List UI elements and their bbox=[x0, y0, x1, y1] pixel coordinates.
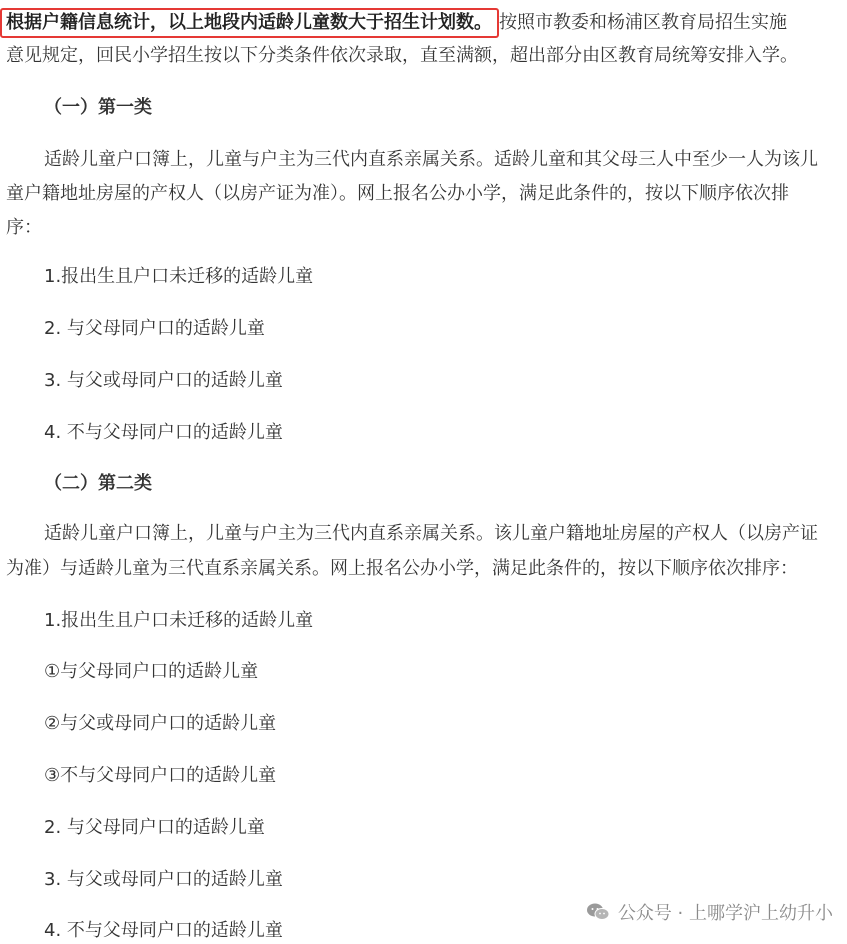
cat1-para-line-1: 适龄儿童户口簿上，儿童与户主为三代内直系亲属关系。适龄儿童和其父母三人中至少一人为该儿 bbox=[44, 149, 818, 170]
cat1-item-2: 2. 与父母同户口的适龄儿童 bbox=[44, 318, 265, 339]
watermark bbox=[586, 899, 833, 925]
cat2-subitem-3: ③不与父母同户口的适龄儿童 bbox=[44, 765, 277, 786]
cat2-item-1: 1.报出生且户口未迁移的适龄儿童 bbox=[44, 610, 314, 631]
heading-category-2: （二）第二类 bbox=[44, 473, 152, 494]
cat2-para-line-1: 适龄儿童户口簿上，儿童与户主为三代内直系亲属关系。该儿童户籍地址房屋的产权人（以房产证 bbox=[44, 523, 818, 544]
intro-rest: 按照市教委和杨浦区教育局招生实施 bbox=[499, 12, 787, 33]
wechat-icon bbox=[586, 902, 610, 922]
watermark-text: 公众号 · 上哪学沪上幼升小 bbox=[617, 903, 833, 924]
cat2-item-4: 4. 不与父母同户口的适龄儿童 bbox=[44, 920, 283, 941]
heading-category-1: （一）第一类 bbox=[44, 97, 152, 118]
intro-line-2: 意见规定，回民小学招生按以下分类条件依次录取，直至满额，超出部分由区教育局统筹安排入学。 bbox=[6, 45, 798, 66]
highlight-box: 根据户籍信息统计，以上地段内适龄儿童数大于招生计划数。 bbox=[0, 8, 499, 38]
cat2-item-2: 2. 与父母同户口的适龄儿童 bbox=[44, 817, 265, 838]
cat2-subitem-1: ①与父母同户口的适龄儿童 bbox=[44, 661, 259, 682]
cat1-para-line-3: 序： bbox=[6, 217, 42, 238]
cat1-item-3: 3. 与父或母同户口的适龄儿童 bbox=[44, 370, 283, 391]
cat1-item-1: 1.报出生且户口未迁移的适龄儿童 bbox=[44, 266, 314, 287]
cat1-item-4: 4. 不与父母同户口的适龄儿童 bbox=[44, 422, 283, 443]
cat2-subitem-2: ②与父或母同户口的适龄儿童 bbox=[44, 713, 277, 734]
cat2-para-line-2: 为准）与适龄儿童为三代直系亲属关系。网上报名公办小学，满足此条件的，按以下顺序依次排序： bbox=[6, 558, 798, 579]
cat2-item-3: 3. 与父或母同户口的适龄儿童 bbox=[44, 869, 283, 890]
intro-line-1 bbox=[6, 8, 787, 38]
cat1-para-line-2: 童户籍地址房屋的产权人（以房产证为准）。网上报名公办小学，满足此条件的，按以下顺序依次排 bbox=[6, 183, 789, 204]
